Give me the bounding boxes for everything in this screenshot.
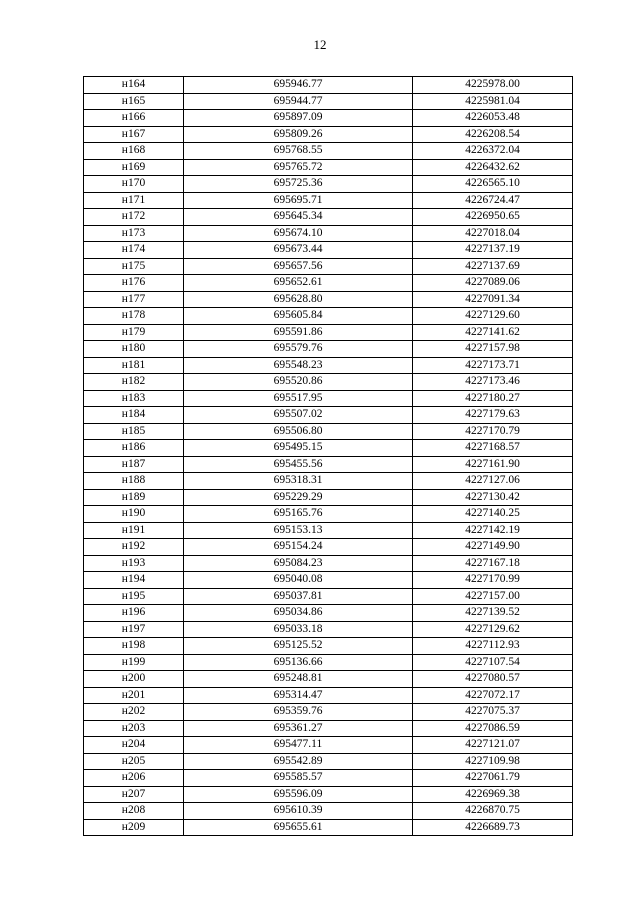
x-coordinate-cell: 695946.77 (184, 77, 413, 94)
y-coordinate-cell: 4227149.90 (413, 539, 573, 556)
table-row (84, 324, 573, 341)
y-coordinate-cell: 4226565.10 (413, 176, 573, 193)
point-id-cell: н202 (84, 704, 184, 721)
table-row (84, 209, 573, 226)
point-id-cell: н170 (84, 176, 184, 193)
table-row (84, 341, 573, 358)
point-id-cell: н171 (84, 192, 184, 209)
point-id-cell: н173 (84, 225, 184, 242)
point-id-cell: н165 (84, 93, 184, 110)
table-row (84, 621, 573, 638)
x-coordinate-cell: 695579.76 (184, 341, 413, 358)
x-coordinate-cell: 695517.95 (184, 390, 413, 407)
table-row (84, 93, 573, 110)
x-coordinate-cell: 695652.61 (184, 275, 413, 292)
point-id-cell: н187 (84, 456, 184, 473)
point-id-cell: н199 (84, 654, 184, 671)
x-coordinate-cell: 695628.80 (184, 291, 413, 308)
x-coordinate-cell: 695477.11 (184, 737, 413, 754)
x-coordinate-cell: 695165.76 (184, 506, 413, 523)
x-coordinate-cell: 695084.23 (184, 555, 413, 572)
y-coordinate-cell: 4227109.98 (413, 753, 573, 770)
y-coordinate-cell: 4226208.54 (413, 126, 573, 143)
x-coordinate-cell: 695314.47 (184, 687, 413, 704)
y-coordinate-cell: 4227112.93 (413, 638, 573, 655)
coordinates-table (83, 76, 573, 836)
table-row (84, 638, 573, 655)
table-row (84, 440, 573, 457)
x-coordinate-cell: 695695.71 (184, 192, 413, 209)
table-row (84, 126, 573, 143)
y-coordinate-cell: 4227168.57 (413, 440, 573, 457)
point-id-cell: н184 (84, 407, 184, 424)
point-id-cell: н166 (84, 110, 184, 127)
point-id-cell: н178 (84, 308, 184, 325)
y-coordinate-cell: 4226950.65 (413, 209, 573, 226)
table-row (84, 225, 573, 242)
x-coordinate-cell: 695359.76 (184, 704, 413, 721)
x-coordinate-cell: 695765.72 (184, 159, 413, 176)
point-id-cell: н188 (84, 473, 184, 490)
page-number: 12 (313, 37, 327, 52)
point-id-cell: н174 (84, 242, 184, 259)
y-coordinate-cell: 4226053.48 (413, 110, 573, 127)
point-id-cell: н169 (84, 159, 184, 176)
point-id-cell: н176 (84, 275, 184, 292)
point-id-cell: н183 (84, 390, 184, 407)
y-coordinate-cell: 4227161.90 (413, 456, 573, 473)
table-row (84, 704, 573, 721)
y-coordinate-cell: 4227127.06 (413, 473, 573, 490)
x-coordinate-cell: 695037.81 (184, 588, 413, 605)
point-id-cell: н167 (84, 126, 184, 143)
x-coordinate-cell: 695153.13 (184, 522, 413, 539)
point-id-cell: н182 (84, 374, 184, 391)
table-row (84, 786, 573, 803)
table-row (84, 456, 573, 473)
point-id-cell: н181 (84, 357, 184, 374)
y-coordinate-cell: 4227061.79 (413, 770, 573, 787)
y-coordinate-cell: 4227018.04 (413, 225, 573, 242)
table-row (84, 308, 573, 325)
table-row (84, 588, 573, 605)
x-coordinate-cell: 695610.39 (184, 803, 413, 820)
y-coordinate-cell: 4227086.59 (413, 720, 573, 737)
x-coordinate-cell: 695136.66 (184, 654, 413, 671)
table-row (84, 159, 573, 176)
point-id-cell: н189 (84, 489, 184, 506)
point-id-cell: н164 (84, 77, 184, 94)
y-coordinate-cell: 4227170.79 (413, 423, 573, 440)
x-coordinate-cell: 695725.36 (184, 176, 413, 193)
x-coordinate-cell: 695495.15 (184, 440, 413, 457)
table-row (84, 423, 573, 440)
y-coordinate-cell: 4227129.62 (413, 621, 573, 638)
y-coordinate-cell: 4227139.52 (413, 605, 573, 622)
y-coordinate-cell: 4227179.63 (413, 407, 573, 424)
point-id-cell: н194 (84, 572, 184, 589)
x-coordinate-cell: 695768.55 (184, 143, 413, 160)
point-id-cell: н180 (84, 341, 184, 358)
x-coordinate-cell: 695596.09 (184, 786, 413, 803)
x-coordinate-cell: 695361.27 (184, 720, 413, 737)
y-coordinate-cell: 4227170.99 (413, 572, 573, 589)
x-coordinate-cell: 695645.34 (184, 209, 413, 226)
table-row (84, 803, 573, 820)
y-coordinate-cell: 4227167.18 (413, 555, 573, 572)
point-id-cell: н203 (84, 720, 184, 737)
table-row (84, 737, 573, 754)
table-row (84, 407, 573, 424)
point-id-cell: н177 (84, 291, 184, 308)
x-coordinate-cell: 695605.84 (184, 308, 413, 325)
point-id-cell: н168 (84, 143, 184, 160)
point-id-cell: н185 (84, 423, 184, 440)
x-coordinate-cell: 695248.81 (184, 671, 413, 688)
y-coordinate-cell: 4226372.04 (413, 143, 573, 160)
x-coordinate-cell: 695897.09 (184, 110, 413, 127)
y-coordinate-cell: 4227141.62 (413, 324, 573, 341)
y-coordinate-cell: 4225981.04 (413, 93, 573, 110)
table-row (84, 539, 573, 556)
y-coordinate-cell: 4227137.19 (413, 242, 573, 259)
y-coordinate-cell: 4227129.60 (413, 308, 573, 325)
table-row (84, 753, 573, 770)
table-row (84, 357, 573, 374)
y-coordinate-cell: 4227121.07 (413, 737, 573, 754)
point-id-cell: н207 (84, 786, 184, 803)
table-row (84, 192, 573, 209)
x-coordinate-cell: 695520.86 (184, 374, 413, 391)
x-coordinate-cell: 695229.29 (184, 489, 413, 506)
y-coordinate-cell: 4227137.69 (413, 258, 573, 275)
x-coordinate-cell: 695033.18 (184, 621, 413, 638)
point-id-cell: н195 (84, 588, 184, 605)
y-coordinate-cell: 4227072.17 (413, 687, 573, 704)
x-coordinate-cell: 695455.56 (184, 456, 413, 473)
table-row (84, 176, 573, 193)
table-row (84, 654, 573, 671)
point-id-cell: н186 (84, 440, 184, 457)
y-coordinate-cell: 4227180.27 (413, 390, 573, 407)
point-id-cell: н192 (84, 539, 184, 556)
point-id-cell: н209 (84, 819, 184, 836)
x-coordinate-cell: 695542.89 (184, 753, 413, 770)
y-coordinate-cell: 4227107.54 (413, 654, 573, 671)
table-row (84, 522, 573, 539)
y-coordinate-cell: 4227173.71 (413, 357, 573, 374)
y-coordinate-cell: 4227157.98 (413, 341, 573, 358)
point-id-cell: н200 (84, 671, 184, 688)
table-row (84, 572, 573, 589)
point-id-cell: н196 (84, 605, 184, 622)
x-coordinate-cell: 695154.24 (184, 539, 413, 556)
point-id-cell: н190 (84, 506, 184, 523)
point-id-cell: н198 (84, 638, 184, 655)
y-coordinate-cell: 4226870.75 (413, 803, 573, 820)
point-id-cell: н208 (84, 803, 184, 820)
y-coordinate-cell: 4226969.38 (413, 786, 573, 803)
table-row (84, 506, 573, 523)
x-coordinate-cell: 695506.80 (184, 423, 413, 440)
coordinates-table-body (84, 77, 573, 836)
x-coordinate-cell: 695548.23 (184, 357, 413, 374)
x-coordinate-cell: 695809.26 (184, 126, 413, 143)
y-coordinate-cell: 4226689.73 (413, 819, 573, 836)
y-coordinate-cell: 4227089.06 (413, 275, 573, 292)
x-coordinate-cell: 695318.31 (184, 473, 413, 490)
x-coordinate-cell: 695655.61 (184, 819, 413, 836)
y-coordinate-cell: 4227080.57 (413, 671, 573, 688)
table-row (84, 110, 573, 127)
point-id-cell: н201 (84, 687, 184, 704)
point-id-cell: н179 (84, 324, 184, 341)
point-id-cell: н206 (84, 770, 184, 787)
x-coordinate-cell: 695034.86 (184, 605, 413, 622)
point-id-cell: н197 (84, 621, 184, 638)
table-row (84, 390, 573, 407)
point-id-cell: н193 (84, 555, 184, 572)
y-coordinate-cell: 4227142.19 (413, 522, 573, 539)
point-id-cell: н204 (84, 737, 184, 754)
table-row (84, 555, 573, 572)
table-row (84, 770, 573, 787)
x-coordinate-cell: 695591.86 (184, 324, 413, 341)
table-row (84, 258, 573, 275)
y-coordinate-cell: 4227130.42 (413, 489, 573, 506)
table-row (84, 374, 573, 391)
table-row (84, 275, 573, 292)
point-id-cell: н205 (84, 753, 184, 770)
point-id-cell: н172 (84, 209, 184, 226)
table-row (84, 819, 573, 836)
y-coordinate-cell: 4226724.47 (413, 192, 573, 209)
y-coordinate-cell: 4227173.46 (413, 374, 573, 391)
y-coordinate-cell: 4227140.25 (413, 506, 573, 523)
y-coordinate-cell: 4225978.00 (413, 77, 573, 94)
x-coordinate-cell: 695125.52 (184, 638, 413, 655)
y-coordinate-cell: 4227091.34 (413, 291, 573, 308)
x-coordinate-cell: 695657.56 (184, 258, 413, 275)
table-row (84, 242, 573, 259)
table-row (84, 143, 573, 160)
x-coordinate-cell: 695673.44 (184, 242, 413, 259)
x-coordinate-cell: 695507.02 (184, 407, 413, 424)
table-row (84, 671, 573, 688)
point-id-cell: н191 (84, 522, 184, 539)
x-coordinate-cell: 695944.77 (184, 93, 413, 110)
y-coordinate-cell: 4227075.37 (413, 704, 573, 721)
y-coordinate-cell: 4227157.00 (413, 588, 573, 605)
table-row (84, 291, 573, 308)
table-row (84, 473, 573, 490)
table-row (84, 489, 573, 506)
table-row (84, 605, 573, 622)
table-row (84, 77, 573, 94)
y-coordinate-cell: 4226432.62 (413, 159, 573, 176)
table-row (84, 687, 573, 704)
x-coordinate-cell: 695040.08 (184, 572, 413, 589)
x-coordinate-cell: 695674.10 (184, 225, 413, 242)
point-id-cell: н175 (84, 258, 184, 275)
x-coordinate-cell: 695585.57 (184, 770, 413, 787)
table-row (84, 720, 573, 737)
